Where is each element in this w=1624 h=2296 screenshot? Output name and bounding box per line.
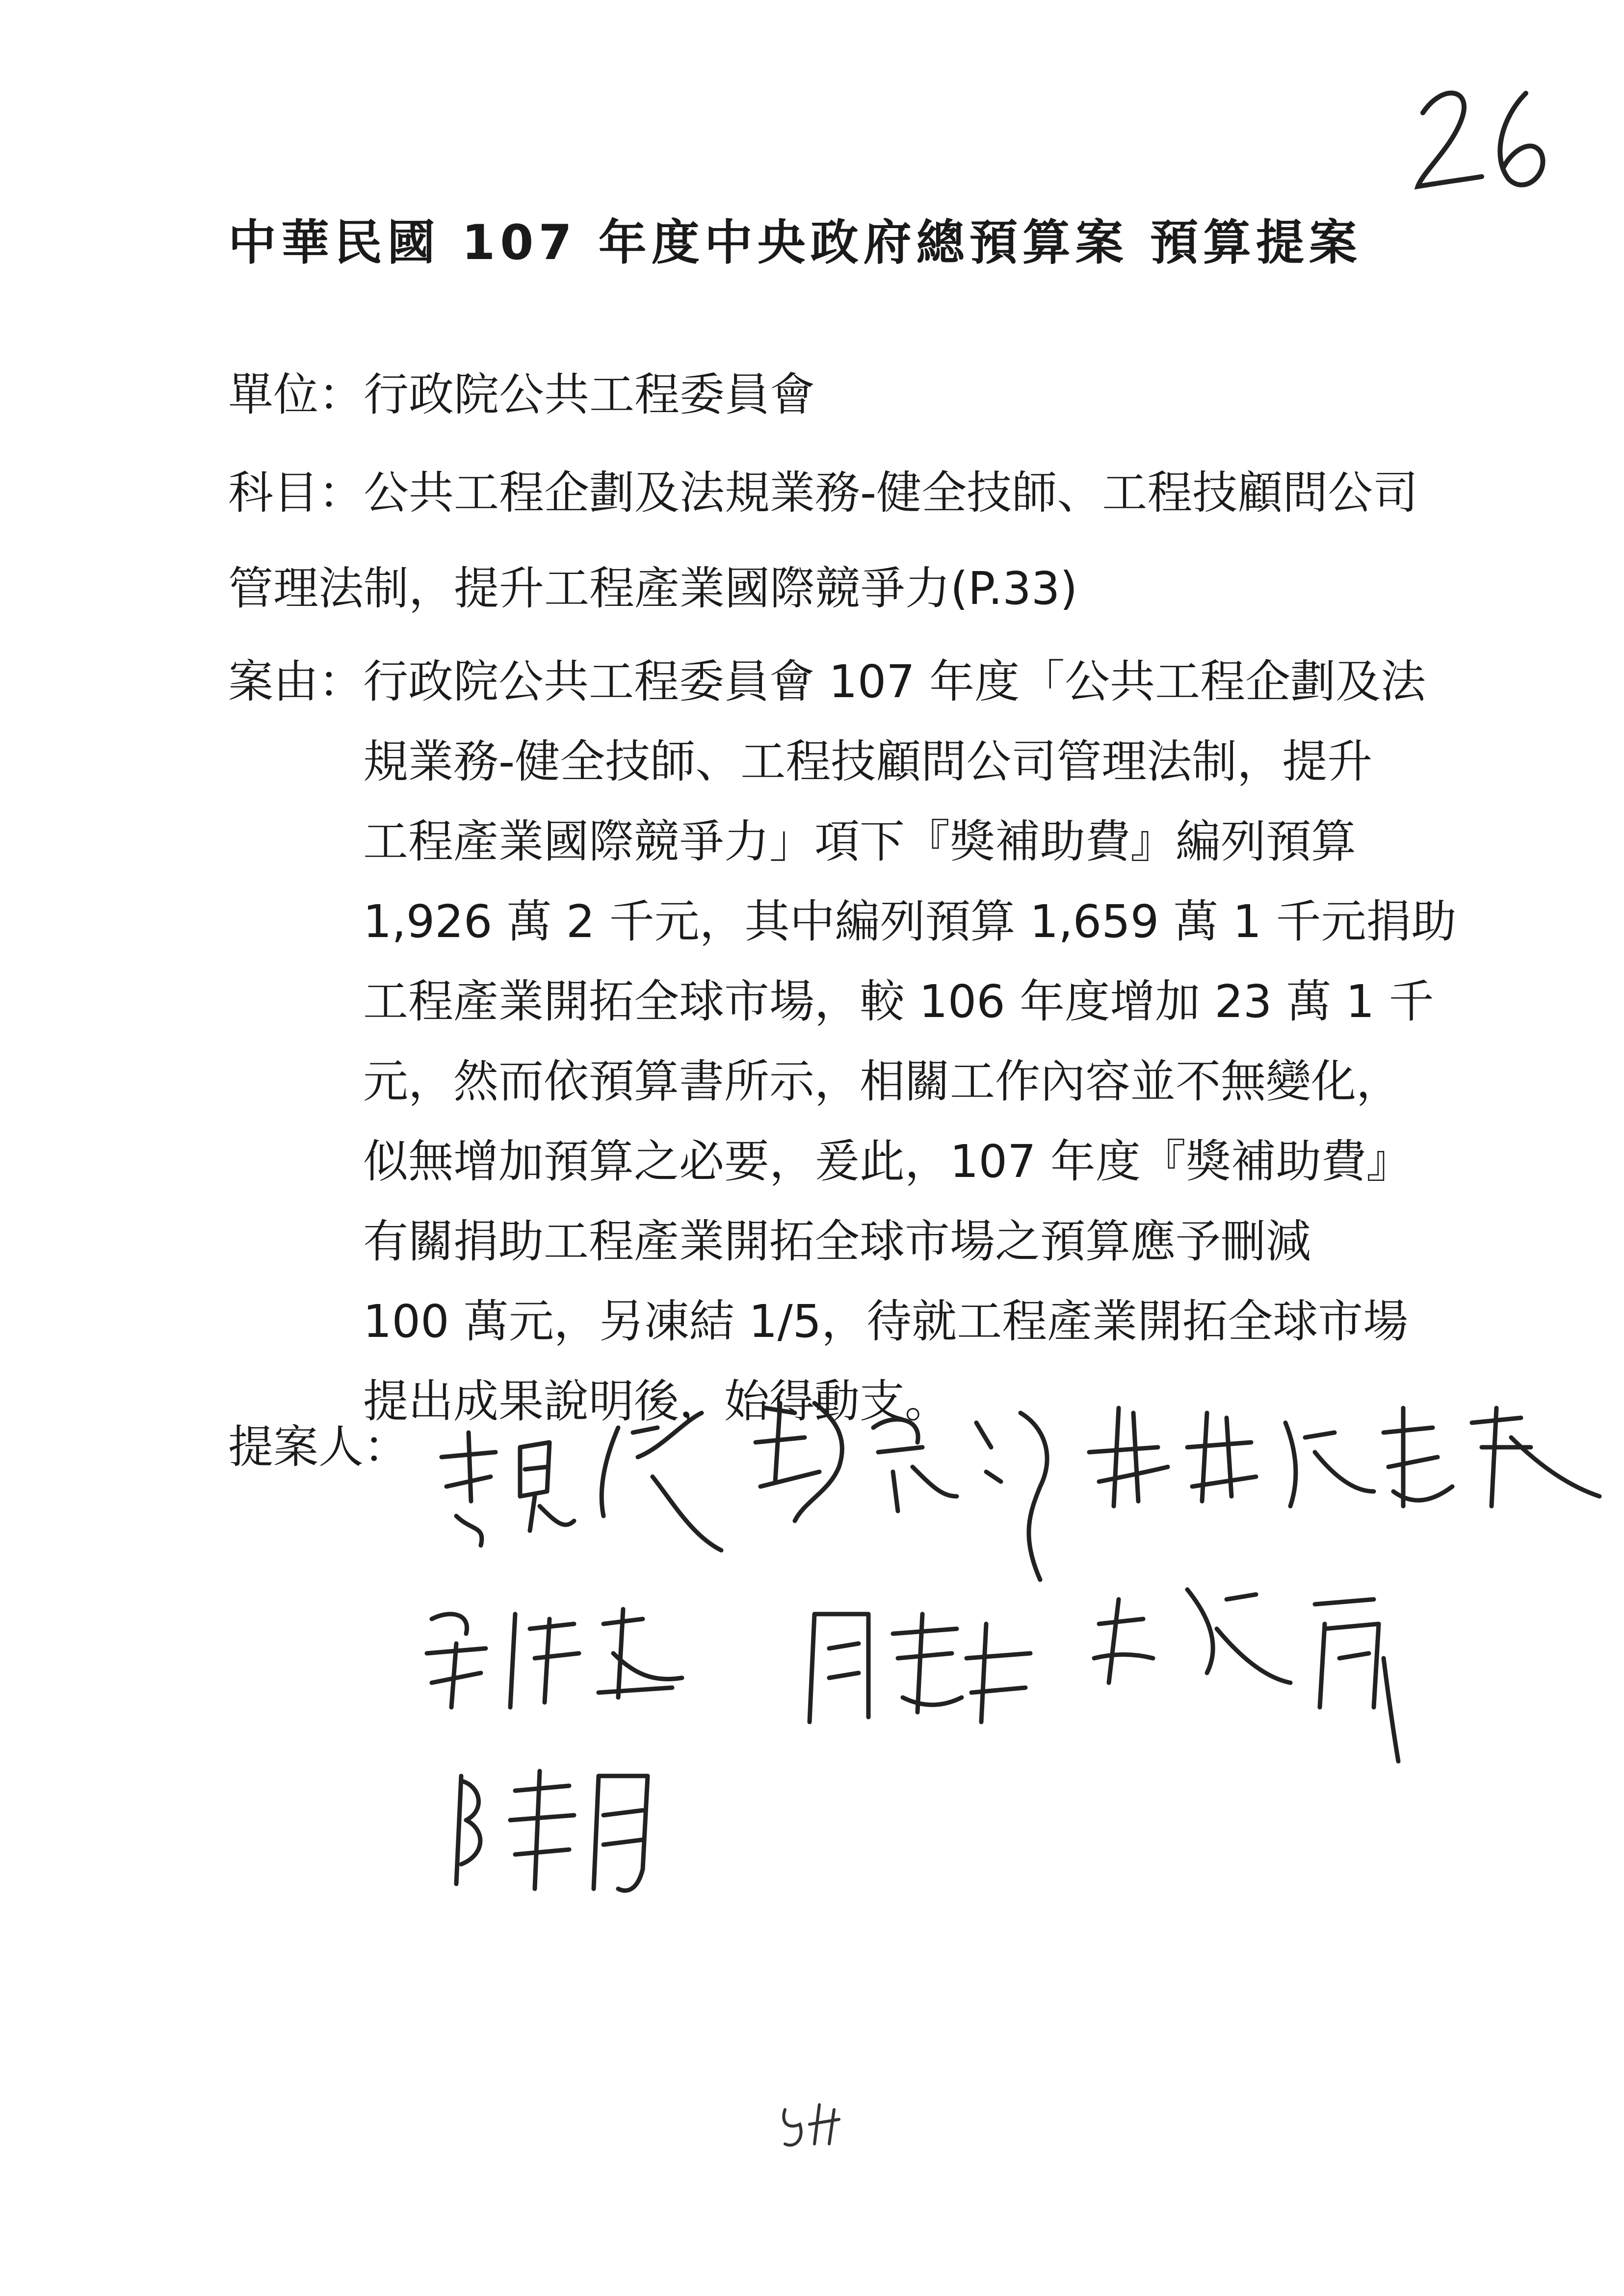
signature-2	[746, 1374, 1079, 1599]
case-line: 似無增加預算之必要，爰此，107 年度『獎補助費』	[363, 1135, 1412, 1188]
handwritten-page-number	[1403, 74, 1560, 201]
case-line: 1,926 萬 2 千元，其中編列預算 1,659 萬 1 千元捐助	[363, 895, 1457, 948]
case-line: 工程產業國際競爭力」項下『獎補助費』編列預算	[363, 815, 1357, 868]
case-line: 行政院公共工程委員會 107 年度「公共工程企劃及法	[363, 655, 1426, 708]
signature-7	[442, 1747, 667, 1904]
footer-page-mark	[775, 2095, 854, 2154]
case-line: 規業務-健全技師、工程技顧問公司管理法制，提升	[363, 735, 1373, 788]
subject-line-1: 科目：公共工程企劃及法規業務-健全技師、工程技顧問公司	[228, 467, 1418, 519]
case-label: 案由：	[228, 655, 364, 708]
case-line: 工程產業開拓全球市場，較 106 年度增加 23 萬 1 千	[363, 975, 1434, 1028]
unit-line: 單位：行政院公共工程委員會	[228, 368, 815, 421]
signature-1	[427, 1403, 770, 1570]
signature-5	[795, 1585, 1050, 1742]
subject-line-2: 管理法制，提升工程產業國際競爭力(P.33)	[228, 562, 1078, 615]
signature-4	[417, 1580, 692, 1727]
case-body	[363, 648, 1457, 1447]
case-line: 提出成果說明後，始得動支。	[363, 1375, 950, 1428]
document-title: 中華民國 107 年度中央政府總預算案 預算提案	[228, 215, 1362, 271]
signature-3	[1079, 1379, 1609, 1526]
case-line: 元，然而依預算書所示，相關工作內容並不無變化，	[363, 1055, 1402, 1108]
signature-6	[1079, 1560, 1423, 1771]
case-line: 有關捐助工程產業開拓全球市場之預算應予刪減	[363, 1215, 1311, 1268]
case-line: 100 萬元，另凍結 1/5，待就工程產業開拓全球市場	[363, 1295, 1409, 1348]
proposer-label: 提案人：	[228, 1421, 409, 1473]
